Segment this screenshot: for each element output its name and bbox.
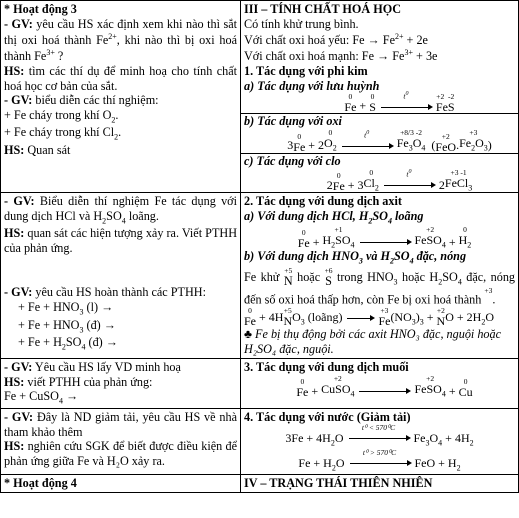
gv-text: , khi nào thì bị oxi hoá thành Fe [4, 32, 237, 63]
item-title: b) Tác dụng với oxi [244, 114, 342, 129]
item-title: b) Với dung dịch HNO [244, 249, 359, 264]
gv-text: Yêu cầu HS lấy VD minh hoạ [32, 359, 181, 374]
equation-fe-o2: 3 0 Fe + 2 0 $O_2$ $t^0$ +8/3 -2 $Fe_3O_4$ ( +2 FeO . +3 $Fe_2O_3$ ) [287, 128, 492, 154]
condition-label: t⁰ < 570⁰C [361, 422, 396, 432]
gv-text: ? [54, 48, 64, 63]
hs-text: nghiên cứu SGK để biết được điều kiện để phản ứng giữa Fe và H₂O xảy ra. [4, 439, 237, 469]
hs-text: tìm các thí dụ để minh hoạ cho tính chất hoá học cơ bản của sắt. [4, 63, 237, 93]
right-cell-acid: 2. Tác dụng với dung dịch axit a) Với dung dịch HCl, $H_2SO_4$ loãng 0 Fe + +1 $H_2SO_4$ +2 FeSO$_4$ + 0 $H_2$ b) Với dung dịch $HNO_3$ và $H_2SO_4$ đặc, nóng Fe khử +5 N hoặc +6 S trong $HNO_3$ hoặc $H_2SO_4$ đặc, nóng đến số oxi hoá thấp hơn, còn Fe bị oxi hoá thành +3 . 0 Fe + 4H +5 N $O_3$ (loãng) +3 Fe $(NO_3)_3$ + +2 N $O + 2H_2O$ ♣ Fe bị thụ động bởi các axit HNO₃ đặc, nguội hoặc H₂SO₄ đặc, nguội. [241, 192, 519, 358]
item-title: đặc, nóng [413, 249, 467, 264]
list-item: + Fe + H [18, 334, 62, 349]
list-item: (đ) → [83, 317, 116, 332]
equation-fe-cuso4: 0 Fe + +2 CuSO$_4$ +2 FeSO$_4$ + 0 Cu [296, 373, 473, 399]
item-title: và H [362, 249, 390, 264]
equation-fe-cl2: 2 0 Fe + 3 0 $Cl_2$ $t^0$ 2 +3 -1 FeCl$_3$ [326, 167, 473, 193]
table-row [1, 1, 519, 193]
hs-label: HS: [4, 225, 25, 240]
equation-fe-h2so4: 0 Fe + +1 $H_2SO_4$ +2 FeSO$_4$ + 0 $H_2$ [297, 224, 472, 251]
gv-label: - GV: [4, 93, 33, 108]
list-item: + Fe cháy trong khí Cl [4, 125, 115, 140]
hs-label: HS: [4, 63, 25, 78]
activity-title: * Hoạt động 3 [4, 2, 77, 16]
gv-label: - GV: [4, 285, 33, 300]
gv-label: - GV: [4, 193, 35, 208]
charge-sup: 2+ [108, 31, 117, 41]
text-line: Với chất oxi hoá yếu: Fe → Fe [244, 32, 395, 47]
text-line: Có tính khử trung bình. [244, 16, 359, 31]
gv-text: Đây là ND giảm tải, yêu cầu HS về nhà tham khảo thêm [4, 409, 237, 439]
equation-fe-h2o-high: $Fe + H_2O$ t⁰ > 570⁰C FeO + $H_2$ [298, 447, 461, 473]
text-line: Với chất oxi hoá mạnh: Fe → Fe [244, 48, 405, 63]
hs-label: HS: [4, 439, 25, 454]
item-title: loãng [391, 208, 424, 223]
text-line: hoặc H [397, 269, 439, 284]
right-cell-water [241, 408, 519, 474]
subsection-title: 4. Tác dụng với nước (Giảm tải) [244, 409, 411, 424]
activity-title: * Hoạt động 4 [4, 475, 77, 490]
gv-text: loãng. [125, 208, 159, 223]
left-cell-acid: - GV: Biểu diễn thí nghiệm Fe tác dụng với dung dịch HCl và $H_2SO_4$ loãng. HS: quan sát các hiện tượng xảy ra. Viết PTHH của phản ứng. - GV: yêu cầu HS hoàn thành các PTHH: + $Fe + HNO_3$ (l) → + $Fe + HNO_3$ (đ) → + $Fe + H_2SO_4$ (đ) → [1, 192, 241, 358]
equation-fe-s: 0 Fe + 0 S $t^0$ +2 -2 FeS [344, 90, 455, 115]
text-line: hoặc [297, 269, 321, 284]
section-title: III – TÍNH CHẤT HOÁ HỌC [244, 2, 402, 16]
table-row [1, 408, 519, 474]
condition-label: t⁰ > 570⁰C [362, 447, 397, 457]
item-title: a) Tác dụng với lưu huỳnh [244, 78, 380, 93]
item-title: c) Tác dụng với clo [244, 153, 341, 168]
text-line: đặc, nóng đến số oxi hoá thấp hơn, còn Fe bị oxi hoá thành [244, 269, 516, 307]
text-line: trong HNO [336, 269, 394, 284]
gv-text: yêu cầu HS xác định xem khi nào thì sắt thị oxi hoá thành Fe [4, 16, 237, 47]
gv-text: Biểu diễn thí nghiệm Fe tác dụng với dung dịch HCl và H [4, 193, 237, 223]
right-cell-salt [241, 358, 519, 408]
left-cell-water [1, 408, 241, 474]
text-line: Fe khử [244, 269, 280, 284]
hs-label: HS: [4, 374, 25, 389]
hs-label: HS: [4, 142, 25, 157]
hs-text: Quan sát [24, 142, 71, 157]
section-title: IV – TRẠNG THÁI THIÊN NHIÊN [244, 475, 433, 490]
note: ♣ Fe bị thụ động bởi các axit HNO₃ đặc, nguội hoặc H₂SO₄ đặc, nguội. [244, 326, 502, 356]
item-title: a) Với dung dịch HCl, H [244, 208, 369, 223]
table-row [1, 192, 519, 358]
charge-sup: 3+ [46, 47, 55, 57]
list-item: (l) → [83, 300, 114, 315]
text-line: + 2e [403, 32, 428, 47]
list-item: + Fe cháy trong khí O [4, 108, 112, 123]
equation-fe-h2o-low: $3Fe + 4H_2O$ t⁰ < 570⁰C $Fe_3O_4 + 4H_2$ [285, 422, 474, 447]
left-cell-activity-3: * Hoạt động 3 - GV: yêu cầu HS xác định xem khi nào thì sắt thị oxi hoá thành $Fe^{2+}$, khi nào thì bị oxi hoá thành $Fe^{3+}$ ? HS: tìm các thí dụ để minh hoạ cho tính chất hoá học cơ bản của sắt. - GV: biểu diễn các thí nghiệm: + Fe cháy trong khí $O_2$. + Fe cháy trong khí $Cl_2$. HS: Quan sát [1, 1, 241, 193]
list-item: + Fe + HNO [18, 317, 80, 332]
hs-text: viết PTHH của phản ứng: [24, 374, 153, 389]
list-item: + Fe + HNO [18, 300, 80, 315]
subsection-title: 2. Tác dụng với dung dịch axit [244, 193, 402, 208]
right-cell-natural-state [241, 474, 519, 492]
equation-fe-hno3: 0 Fe + 4H +5 N $O_3$ (loãng) +3 Fe $(NO_3)_3$ + +2 N $O + 2H_2O$ [244, 305, 494, 328]
table-row [1, 358, 519, 408]
gv-text: biểu diễn các thí nghiệm: [32, 93, 159, 108]
equation-text: Fe + CuSO [4, 389, 59, 404]
left-cell-salt: - GV: Yêu cầu HS lấy VD minh hoạ HS: viết PTHH của phản ứng: Fe + CuSO$_4$ → [1, 358, 241, 408]
hs-text: quan sát các hiện tượng xảy ra. Viết PTHH của phản ứng. [4, 225, 237, 255]
right-cell-chemical-properties: III – TÍNH CHẤT HOÁ HỌC Có tính khử trung bình. Với chất oxi hoá yếu: $Fe \to Fe^{2+} + 2e$ Với chất oxi hoá mạnh: $Fe \to Fe^{3+} + 3e$ 1. Tác dụng với phi kim a) Tác dụng với lưu huỳnh 0 Fe + 0 S $t^0$ +2 -2 FeS b) Tác dụng với oxi 3 0 Fe + 2 0 $O_2$ $t^0$ +8/3 -2 $Fe_3O_4$ ( +2 FeO . +3 $Fe_2O_3$ ) c) Tác dụng với clo 2 0 Fe + 3 0 $Cl_2$ $t^0$ 2 +3 -1 FeCl$_3$ [241, 1, 519, 193]
table-row [1, 474, 519, 492]
gv-label: - GV: [4, 359, 33, 374]
gv-label: - GV: [4, 16, 33, 31]
left-cell-activity-4 [1, 474, 241, 492]
subsection-title: 3. Tác dụng với dung dịch muối [244, 359, 409, 374]
gv-text: yêu cầu HS hoàn thành các PTHH: [32, 285, 206, 300]
text-line: + 3e [412, 48, 438, 63]
subsection-title: 1. Tác dụng với phi kim [244, 63, 368, 78]
gv-label: - GV: [4, 409, 34, 424]
paragraph: Fe khử +5 N hoặc +6 S trong $HNO_3$ hoặc $H_2SO_4$ đặc, nóng đến số oxi hoá thấp hơn, còn Fe bị oxi hoá thành +3 . [244, 265, 516, 307]
list-item: (đ) → [85, 334, 118, 349]
